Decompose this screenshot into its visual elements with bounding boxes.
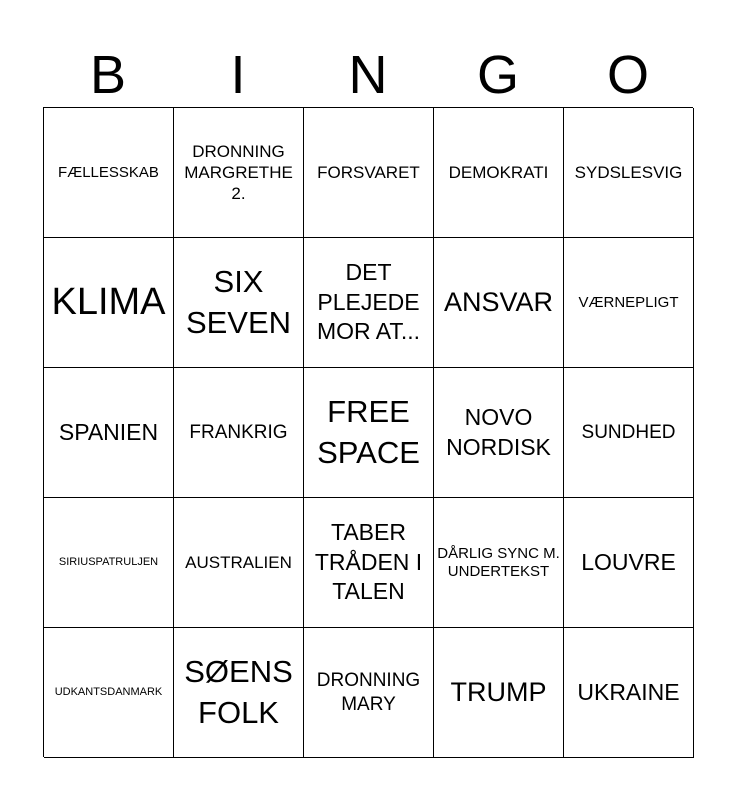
cell-text: VÆRNEPLIGT: [578, 293, 679, 311]
cell-text: AUSTRALIEN: [185, 552, 292, 572]
header-letter-n: N: [348, 45, 388, 105]
bingo-board: [43, 107, 693, 757]
free-space-cell[interactable]: [304, 368, 434, 498]
cell-text: DET PLEJEDE MOR AT...: [316, 258, 421, 345]
cell-text: SIX SEVEN: [185, 264, 292, 340]
bingo-cell[interactable]: [44, 628, 174, 758]
bingo-cell[interactable]: [564, 238, 694, 368]
bingo-cell[interactable]: [434, 238, 564, 368]
cell-text: SUNDHED: [581, 421, 676, 443]
bingo-header: [43, 44, 693, 106]
cell-text: DÅRLIG SYNC M. UNDERTEKST: [437, 544, 560, 580]
bingo-cell[interactable]: [44, 368, 174, 498]
bingo-cell[interactable]: [564, 108, 694, 238]
bingo-cell[interactable]: [564, 368, 694, 498]
bingo-cell[interactable]: [44, 108, 174, 238]
cell-text: UDKANTSDANMARK: [54, 685, 163, 698]
header-letter-i: I: [230, 45, 246, 105]
cell-text: SIRIUSPATRULJEN: [58, 555, 159, 568]
cell-text: NOVO NORDISK: [446, 403, 551, 460]
bingo-cell[interactable]: [304, 238, 434, 368]
bingo-cell[interactable]: [304, 108, 434, 238]
bingo-cell[interactable]: [174, 238, 304, 368]
header-letter-b: B: [89, 45, 127, 105]
bingo-cell[interactable]: [564, 628, 694, 758]
bingo-cell[interactable]: [174, 108, 304, 238]
cell-text: DEMOKRATI: [448, 162, 549, 182]
cell-text: KLIMA: [51, 280, 166, 323]
bingo-cell[interactable]: [564, 498, 694, 628]
cell-text: SPANIEN: [58, 418, 159, 445]
bingo-cell[interactable]: [434, 498, 564, 628]
cell-text: LOUVRE: [581, 548, 676, 575]
cell-text: TRUMP: [450, 677, 547, 708]
bingo-cell[interactable]: [304, 628, 434, 758]
bingo-cell[interactable]: [174, 498, 304, 628]
cell-text: FREE SPACE: [317, 394, 420, 470]
cell-text: DRONNING MARGRETHE 2.: [184, 141, 293, 204]
cell-text: FORSVARET: [317, 162, 420, 182]
header-letter-g: G: [476, 45, 519, 105]
cell-text: TABER TRÅDEN I TALEN: [314, 518, 423, 605]
cell-text: FRANKRIG: [189, 421, 288, 443]
bingo-cell[interactable]: [304, 498, 434, 628]
cell-text: SYDSLESVIG: [574, 162, 683, 182]
bingo-cell[interactable]: [174, 628, 304, 758]
cell-text: DRONNING MARY: [316, 669, 421, 715]
header-letter-o: O: [606, 45, 649, 105]
bingo-cell[interactable]: [434, 628, 564, 758]
cell-text: SØENS FOLK: [184, 654, 293, 730]
bingo-cell[interactable]: [174, 368, 304, 498]
bingo-cell[interactable]: [44, 238, 174, 368]
bingo-cell[interactable]: [434, 368, 564, 498]
cell-text: UKRAINE: [577, 678, 680, 705]
bingo-cell[interactable]: [434, 108, 564, 238]
bingo-cell[interactable]: [44, 498, 174, 628]
cell-text: ANSVAR: [443, 287, 554, 318]
cell-text: FÆLLESSKAB: [58, 163, 159, 181]
